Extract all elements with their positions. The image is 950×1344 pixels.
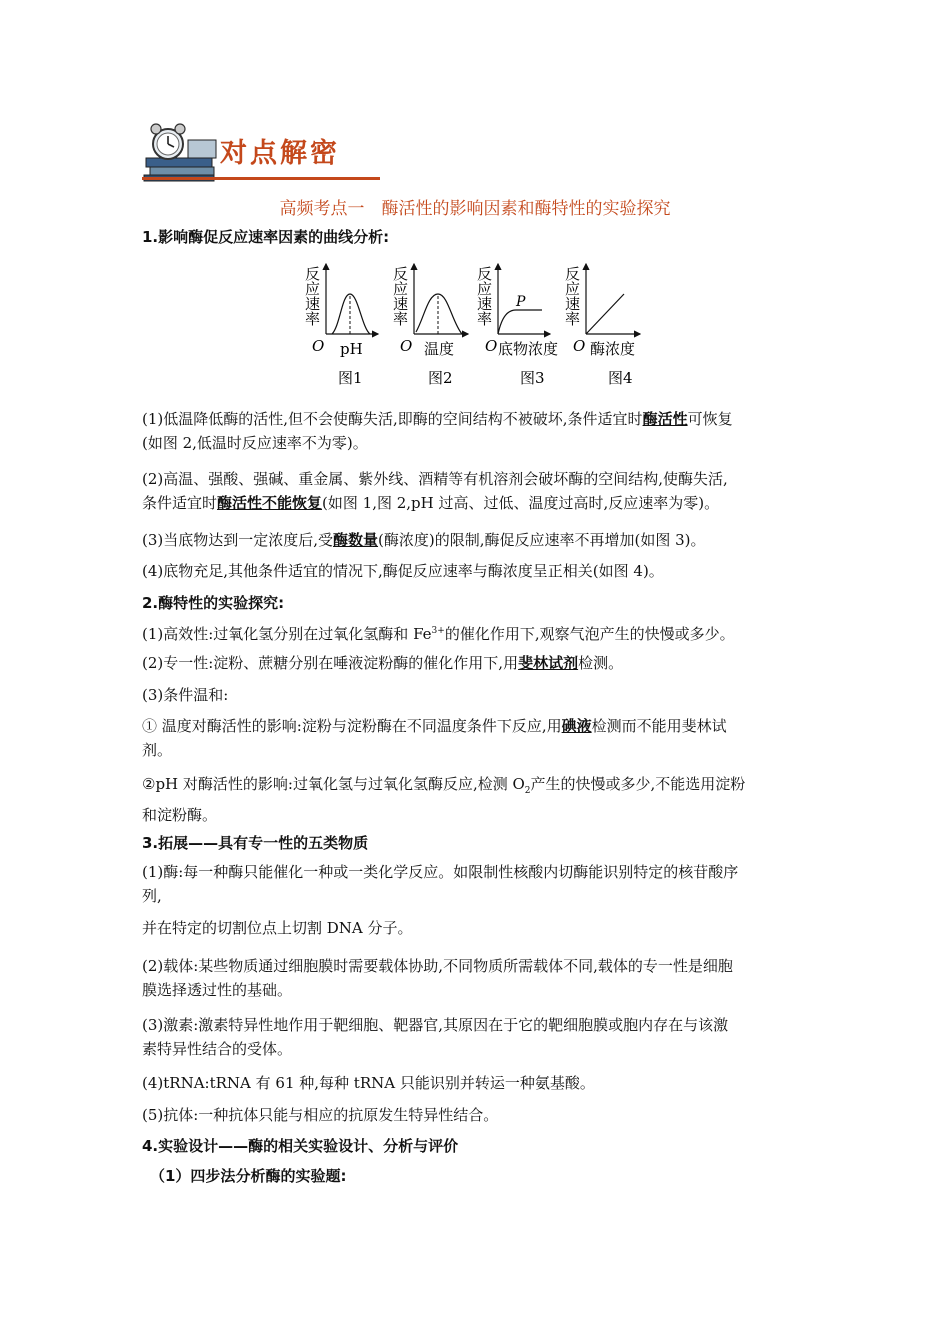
s1-paragraph-1: (1)低温降低酶的活性,但不会使酶失活,即酶的空间结构不被破坏,条件适宜时酶活性可恢复 (如图 2,低温时反应速率不为零)。 (142, 410, 733, 452)
figure-1-caption: 图1 (338, 369, 363, 387)
figure-3-caption: 图3 (520, 369, 545, 387)
figure-1-origin: O (312, 337, 325, 355)
underline-term: 酶活性不能恢复 (217, 494, 323, 512)
s3-paragraph-1: (1)酶:每一种酶只能催化一种或一类化学反应。如限制性核酸内切酶能识别特定的核苷酸序 列, 并在特定的切割位点上切割 DNA 分子。 (142, 863, 739, 937)
figure-4-enzyme (563, 264, 640, 387)
s3-paragraph-4: (4)tRNA:tRNA 有 61 种,每种 tRNA 只能识别并转运一种氨基酸。 (142, 1074, 595, 1092)
figure-4-origin: O (573, 337, 586, 355)
figure-3-substrate (475, 264, 558, 387)
figure-2-origin: O (400, 337, 413, 355)
s4-subheading: （1）四步法分析酶的实验题: (150, 1167, 347, 1185)
figure-1-ylabel: 反应速率 (303, 266, 321, 326)
s3-paragraph-3: (3)激素:激素特异性地作用于靶细胞、靶器官,其原因在于它的靶细胞膜或胞内存在与该激 素特异性结合的受体。 (142, 1016, 729, 1058)
s1-paragraph-3: (3)当底物达到一定浓度后,受酶数量(酶浓度)的限制,酶促反应速率不再增加(如图 3)。 (142, 531, 706, 549)
clock-books-icon (142, 120, 222, 182)
s3-heading: 3.拓展——具有专一性的五类物质 (142, 834, 369, 852)
figure-3-ylabel: 反应速率 (475, 266, 493, 326)
figure-3-xlabel: 底物浓度 (498, 340, 559, 358)
s2-paragraph-2: (2)专一性:淀粉、蔗糖分别在唾液淀粉酶的催化作用下,用斐林试剂检测。 (142, 654, 624, 672)
figure-2-temperature (391, 264, 468, 387)
figure-4-caption: 图4 (608, 369, 633, 387)
figure-3-p-label: P (516, 294, 526, 310)
s1-paragraph-2: (2)高温、强酸、强碱、重金属、紫外线、酒精等有机溶剂会破坏酶的空间结构,使酶失活, 条件适宜时酶活性不能恢复(如图 1,图 2,pH 过高、过低、温度过高时,反应速率为零)。 (142, 470, 728, 512)
figure-3-origin: O (485, 337, 498, 355)
s3-paragraph-5: (5)抗体:一种抗体只能与相应的抗原发生特异性结合。 (142, 1106, 499, 1124)
banner-title: 对点解密 (220, 138, 340, 169)
figure-2-caption: 图2 (428, 369, 453, 387)
section-title: 高频考点一 酶活性的影响因素和酶特性的实验探究 (279, 199, 671, 219)
s2-paragraph-5: ②pH 对酶活性的影响:过氧化氢与过氧化氢酶反应,检测 $O_2$产生的快慢或多少,不能选用淀粉 和淀粉酶。 (142, 775, 746, 824)
figure-4-xlabel: 酶浓度 (590, 340, 636, 358)
underline-term: 碘液 (561, 717, 592, 735)
s1-paragraph-4: (4)底物充足,其他条件适宜的情况下,酶促反应速率与酶浓度呈正相关(如图 4)。 (142, 562, 664, 580)
s2-paragraph-1: (1)高效性:过氧化氢分别在过氧化氢酶和 $Fe^{3+}$的催化作用下,观察气泡产生的快慢或多少。 (142, 625, 735, 643)
underline-term: 斐林试剂 (518, 654, 579, 672)
s2-paragraph-3: (3)条件温和: (142, 686, 229, 704)
figure-2-ylabel: 反应速率 (391, 266, 409, 326)
figure-4-ylabel: 反应速率 (563, 266, 581, 326)
enzyme-rate-figures (290, 256, 660, 391)
s4-heading: 4.实验设计——酶的相关实验设计、分析与评价 (142, 1137, 459, 1155)
s2-paragraph-4: ① 温度对酶活性的影响:淀粉与淀粉酶在不同温度条件下反应,用碘液检测而不能用斐林试 剂。 (142, 717, 727, 759)
underline-term: 酶活性 (642, 410, 688, 428)
underline-term: 酶数量 (333, 531, 379, 549)
figure-2-xlabel: 温度 (424, 340, 455, 358)
figure-1-ph (303, 264, 378, 387)
banner-underline (142, 177, 380, 180)
s2-heading: 2.酶特性的实验探究: (142, 594, 285, 612)
s1-heading: 1.影响酶促反应速率因素的曲线分析: (142, 228, 390, 246)
s3-paragraph-2: (2)载体:某些物质通过细胞膜时需要载体协助,不同物质所需载体不同,载体的专一性是细胞 膜选择透过性的基础。 (142, 957, 733, 999)
figure-1-xlabel: pH (340, 340, 363, 358)
